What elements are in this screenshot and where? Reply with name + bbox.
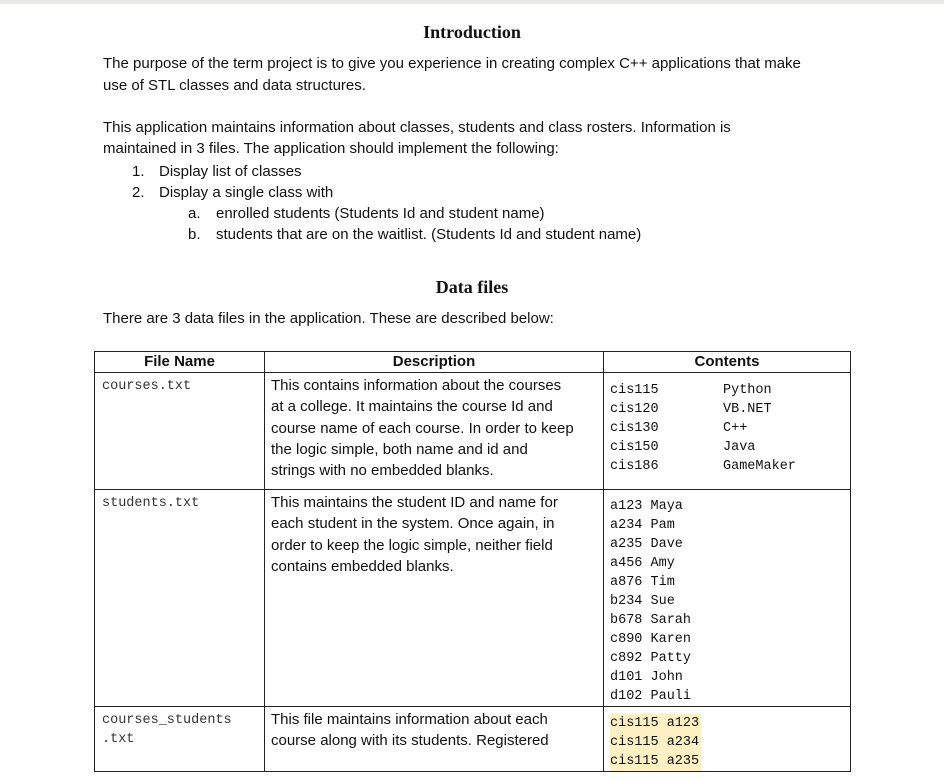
content-line xyxy=(610,381,850,400)
content-line xyxy=(610,400,850,419)
list-item xyxy=(132,161,302,182)
text-line: The purpose of the term project is to give you experience in creating complex C++ applications that make xyxy=(103,55,801,72)
list-letter: b. xyxy=(188,226,201,243)
desc-line: This file maintains information about each xyxy=(271,711,548,728)
desc-line: strings with no embedded blanks. xyxy=(271,462,494,480)
content-line: d101 John xyxy=(610,670,683,685)
table-row xyxy=(95,373,851,490)
intro-paragraph-2 xyxy=(103,117,863,159)
list-number: 2. xyxy=(132,184,145,201)
contents-cell xyxy=(604,373,851,490)
content-line xyxy=(610,733,850,752)
course-name: Java xyxy=(723,440,756,455)
content-line: b234 Sue xyxy=(610,594,675,609)
file-name-cell xyxy=(95,490,265,707)
desc-line: course along with its students. Registered xyxy=(271,732,549,750)
content-line xyxy=(610,457,850,476)
intro-paragraph-1 xyxy=(103,53,863,97)
data-files-table xyxy=(94,351,851,772)
list-text: Display list of classes xyxy=(159,163,302,180)
course-id: cis186 xyxy=(610,459,659,474)
course-name: C++ xyxy=(723,421,748,436)
list-text: Display a single class with xyxy=(159,184,334,201)
content-line: a456 Amy xyxy=(610,556,675,571)
file-name-cell xyxy=(95,707,265,772)
desc-line: contains embedded blanks. xyxy=(271,557,454,575)
data-files-heading: Data files xyxy=(435,277,509,297)
text-line: maintained in 3 files. The application should implement the following: xyxy=(103,140,559,157)
contents-cell xyxy=(604,707,851,772)
description-cell xyxy=(265,373,604,490)
content-line xyxy=(610,714,850,733)
text-line: use of STL classes and data structures. xyxy=(103,77,366,94)
content-line: b678 Sarah xyxy=(610,613,692,628)
list-item xyxy=(132,182,333,203)
content-line: c892 Patty xyxy=(610,651,692,666)
desc-line: the logic simple, both name and id and xyxy=(271,440,528,458)
course-id: cis130 xyxy=(610,421,659,436)
list-text: students that are on the waitlist. (Students Id and student name) xyxy=(216,226,642,243)
course-name: GameMaker xyxy=(723,459,796,474)
file-name: students.txt xyxy=(102,496,200,511)
list-text: enrolled students (Students Id and student name) xyxy=(216,205,545,222)
content-line: a123 Maya xyxy=(610,499,683,514)
course-name: Python xyxy=(723,383,772,398)
course-id: cis115 xyxy=(610,383,659,398)
desc-line: at a college. It maintains the course Id and xyxy=(271,398,553,416)
content-line: c890 Karen xyxy=(610,632,692,647)
column-header-contents: Contents xyxy=(604,352,851,373)
list-letter: a. xyxy=(188,205,201,222)
table-row xyxy=(95,490,851,707)
contents-cell xyxy=(604,490,851,707)
file-name-continued: .txt xyxy=(102,732,135,747)
content-line: a235 Dave xyxy=(610,537,683,552)
data-files-intro: There are 3 data files in the application. These are described below: xyxy=(103,310,554,327)
highlighted-entry: cis115 a235 xyxy=(610,754,700,769)
desc-line: order to keep the logic simple, neither field xyxy=(271,536,553,554)
content-line xyxy=(610,419,850,438)
file-name-cell xyxy=(95,373,265,490)
top-border xyxy=(0,0,944,4)
course-name: VB.NET xyxy=(723,402,772,417)
column-header-description: Description xyxy=(265,352,604,373)
introduction-heading: Introduction xyxy=(423,22,521,42)
sublist-item xyxy=(188,203,545,224)
content-line xyxy=(610,752,850,771)
desc-line: each student in the system. Once again, in xyxy=(271,515,555,533)
desc-line: This contains information about the courses xyxy=(271,377,562,394)
desc-line: course name of each course. In order to keep xyxy=(271,419,574,437)
highlighted-entry: cis115 a234 xyxy=(610,735,700,750)
content-line: d102 Pauli xyxy=(610,689,692,704)
column-header-file-name: File Name xyxy=(95,352,265,373)
file-name: courses.txt xyxy=(102,379,192,394)
sublist-item xyxy=(188,224,641,245)
desc-line: This maintains the student ID and name for xyxy=(271,494,558,511)
content-line xyxy=(610,438,850,457)
description-cell xyxy=(265,490,604,707)
text-line: This application maintains information about classes, students and class rosters. Information is xyxy=(103,119,731,136)
content-line: a876 Tim xyxy=(610,575,675,590)
course-id: cis120 xyxy=(610,402,659,417)
file-name: courses_students xyxy=(102,713,232,728)
content-line: a234 Pam xyxy=(610,518,675,533)
list-number: 1. xyxy=(132,163,145,180)
highlighted-entry: cis115 a123 xyxy=(610,716,700,731)
course-id: cis150 xyxy=(610,440,659,455)
table-header-row xyxy=(95,352,851,373)
table-row xyxy=(95,707,851,772)
description-cell xyxy=(265,707,604,772)
